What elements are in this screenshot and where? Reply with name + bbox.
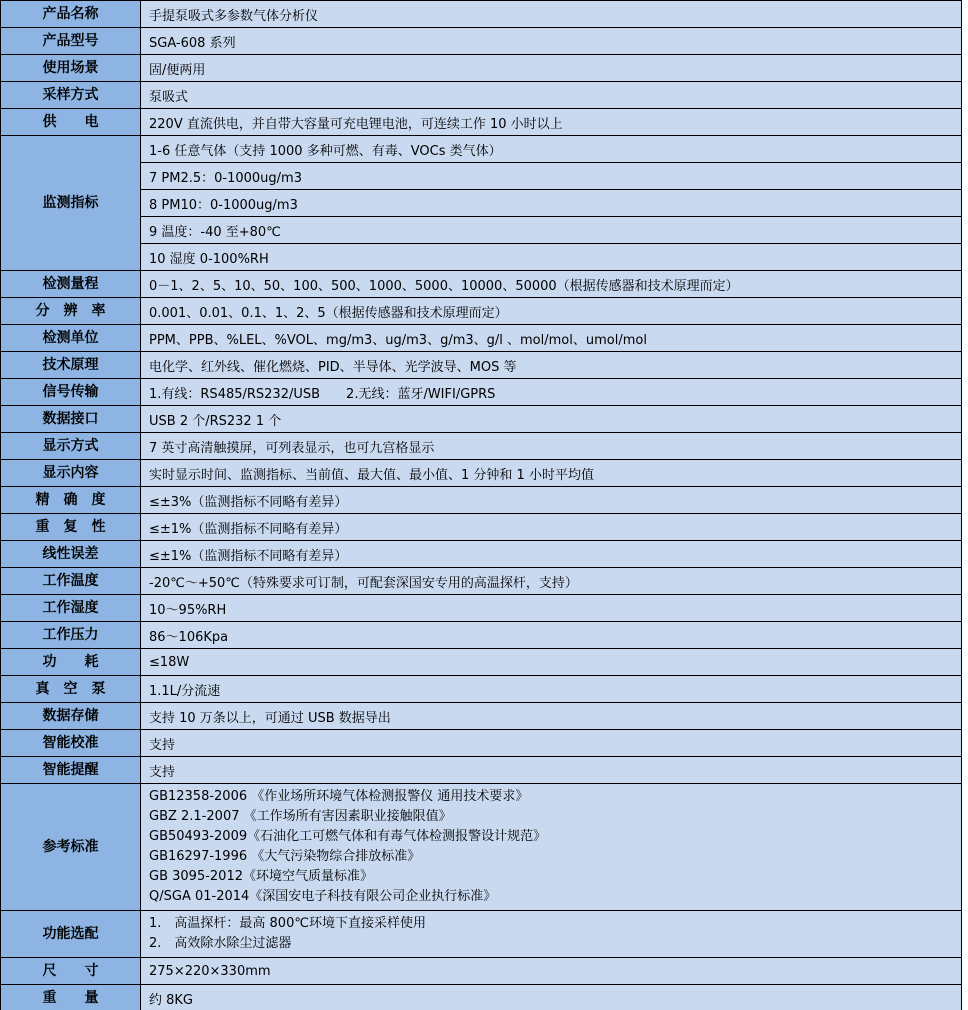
row-line: GB 3095-2012《环境空气质量标准》 [149, 869, 373, 884]
row-value: 220V 直流供电，并自带大容量可充电锂电池，可连续工作 10 小时以上 [141, 109, 961, 135]
row-value: 固/便两用 [141, 55, 961, 81]
row-label: 产品型号 [1, 28, 141, 54]
row-line: Q/SGA 01-2014《深国安电子科技有限公司企业执行标准》 [149, 889, 497, 904]
table-row [1, 676, 961, 703]
row-label: 智能校准 [1, 730, 141, 756]
row-subvalue: 9 温度：-40 至+80℃ [141, 217, 961, 244]
table-row [1, 109, 961, 136]
row-value: 7 英寸高清触摸屏，可列表显示，也可九宫格显示 [141, 433, 961, 459]
table-row [1, 271, 961, 298]
table-row [1, 28, 961, 55]
table-row [1, 622, 961, 649]
row-label: 采样方式 [1, 82, 141, 108]
table-row [1, 568, 961, 595]
row-value: 1.1L/分流速 [141, 676, 961, 702]
row-label: 分 辨 率 [1, 298, 141, 324]
row-line: 1. 高温探杆：最高 800℃环境下直接采样使用 [149, 916, 426, 931]
row-value: ≤±3%（监测指标不同略有差异） [141, 487, 961, 513]
table-row [1, 514, 961, 541]
row-label: 真 空 泵 [1, 676, 141, 702]
row-value: ≤±1%（监测指标不同略有差异） [141, 541, 961, 567]
row-value: 支持 [141, 757, 961, 783]
row-line: GB16297-1996 《大气污染物综合排放标准》 [149, 849, 421, 864]
row-label: 工作湿度 [1, 595, 141, 621]
row-subvalue: 1-6 任意气体（支持 1000 多种可燃、有毒、VOCs 类气体） [141, 136, 961, 163]
row-label: 线性误差 [1, 541, 141, 567]
row-line: GBZ 2.1-2007 《工作场所有害因素职业接触限值》 [149, 809, 452, 824]
row-label: 显示内容 [1, 460, 141, 486]
row-value: 0.001、0.01、0.1、1、2、5（根据传感器和技术原理而定） [141, 298, 961, 324]
table-row [1, 487, 961, 514]
row-label: 工作压力 [1, 622, 141, 648]
table-row [1, 136, 961, 271]
row-label: 信号传输 [1, 379, 141, 405]
row-value: 实时显示时间、监测指标、当前值、最大值、最小值、1 分钟和 1 小时平均值 [141, 460, 961, 486]
row-value: 手提泵吸式多参数气体分析仪 [141, 1, 961, 27]
row-value: 275×220×330mm [141, 958, 961, 984]
row-label: 重 量 [1, 985, 141, 1010]
table-row [1, 1, 961, 28]
row-label: 检测单位 [1, 325, 141, 351]
row-label: 数据接口 [1, 406, 141, 432]
table-row [1, 352, 961, 379]
row-value: 10～95%RH [141, 595, 961, 621]
table-row [1, 55, 961, 82]
row-label: 技术原理 [1, 352, 141, 378]
row-value: ≤18W [141, 649, 961, 675]
row-value: -20℃～+50℃（特殊要求可订制，可配套深国安专用的高温探杆，支持） [141, 568, 961, 594]
table-row [1, 757, 961, 784]
row-label: 重 复 性 [1, 514, 141, 540]
row-value: SGA-608 系列 [141, 28, 961, 54]
table-row [1, 911, 961, 958]
table-row [1, 985, 961, 1010]
row-line: GB50493-2009《石油化工可燃气体和有毒气体检测报警设计规范》 [149, 829, 547, 844]
row-subvalue: 7 PM2.5：0-1000ug/m3 [141, 163, 961, 190]
row-value: USB 2 个/RS232 1 个 [141, 406, 961, 432]
row-value-group [141, 136, 961, 270]
row-value: 电化学、红外线、催化燃烧、PID、半导体、光学波导、MOS 等 [141, 352, 961, 378]
table-row [1, 730, 961, 757]
row-label: 功能选配 [1, 911, 141, 957]
row-value: PPM、PPB、%LEL、%VOL、mg/m3、ug/m3、g/m3、g/l 、mol/mol、umol/mol [141, 325, 961, 351]
table-row [1, 460, 961, 487]
row-value-multiline [141, 784, 961, 910]
row-label: 供 电 [1, 109, 141, 135]
row-value: 支持 10 万条以上，可通过 USB 数据导出 [141, 703, 961, 729]
row-value: 泵吸式 [141, 82, 961, 108]
table-row [1, 406, 961, 433]
row-label: 数据存储 [1, 703, 141, 729]
row-label: 监测指标 [1, 136, 141, 270]
row-label: 检测量程 [1, 271, 141, 297]
table-row [1, 649, 961, 676]
row-value: 约 8KG [141, 985, 961, 1010]
table-row [1, 433, 961, 460]
row-value: 86～106Kpa [141, 622, 961, 648]
table-row [1, 541, 961, 568]
row-label: 使用场景 [1, 55, 141, 81]
table-row [1, 298, 961, 325]
table-row [1, 703, 961, 730]
row-subvalue: 10 湿度 0-100%RH [149, 251, 269, 267]
table-row [1, 958, 961, 985]
row-line: 2. 高效除水除尘过滤器 [149, 936, 292, 951]
row-label: 显示方式 [1, 433, 141, 459]
row-value-multiline [141, 911, 961, 957]
row-label: 智能提醒 [1, 757, 141, 783]
row-label: 尺 寸 [1, 958, 141, 984]
row-subvalue: 8 PM10：0-1000ug/m3 [141, 190, 961, 217]
table-row [1, 82, 961, 109]
row-value: 支持 [141, 730, 961, 756]
table-row [1, 379, 961, 406]
row-value: ≤±1%（监测指标不同略有差异） [141, 514, 961, 540]
row-label: 精 确 度 [1, 487, 141, 513]
table-row [1, 784, 961, 911]
row-value: 0－1、2、5、10、50、100、500、1000、5000、10000、50000（根据传感器和技术原理而定） [141, 271, 961, 297]
table-row [1, 595, 961, 622]
row-label: 功 耗 [1, 649, 141, 675]
row-label: 工作温度 [1, 568, 141, 594]
row-line: GB12358-2006 《作业场所环境气体检测报警仪 通用技术要求》 [149, 789, 529, 804]
row-label: 产品名称 [1, 1, 141, 27]
row-label: 参考标准 [1, 784, 141, 910]
table-row [1, 325, 961, 352]
row-value: 1.有线：RS485/RS232/USB 2.无线：蓝牙/WIFI/GPRS [141, 379, 961, 405]
